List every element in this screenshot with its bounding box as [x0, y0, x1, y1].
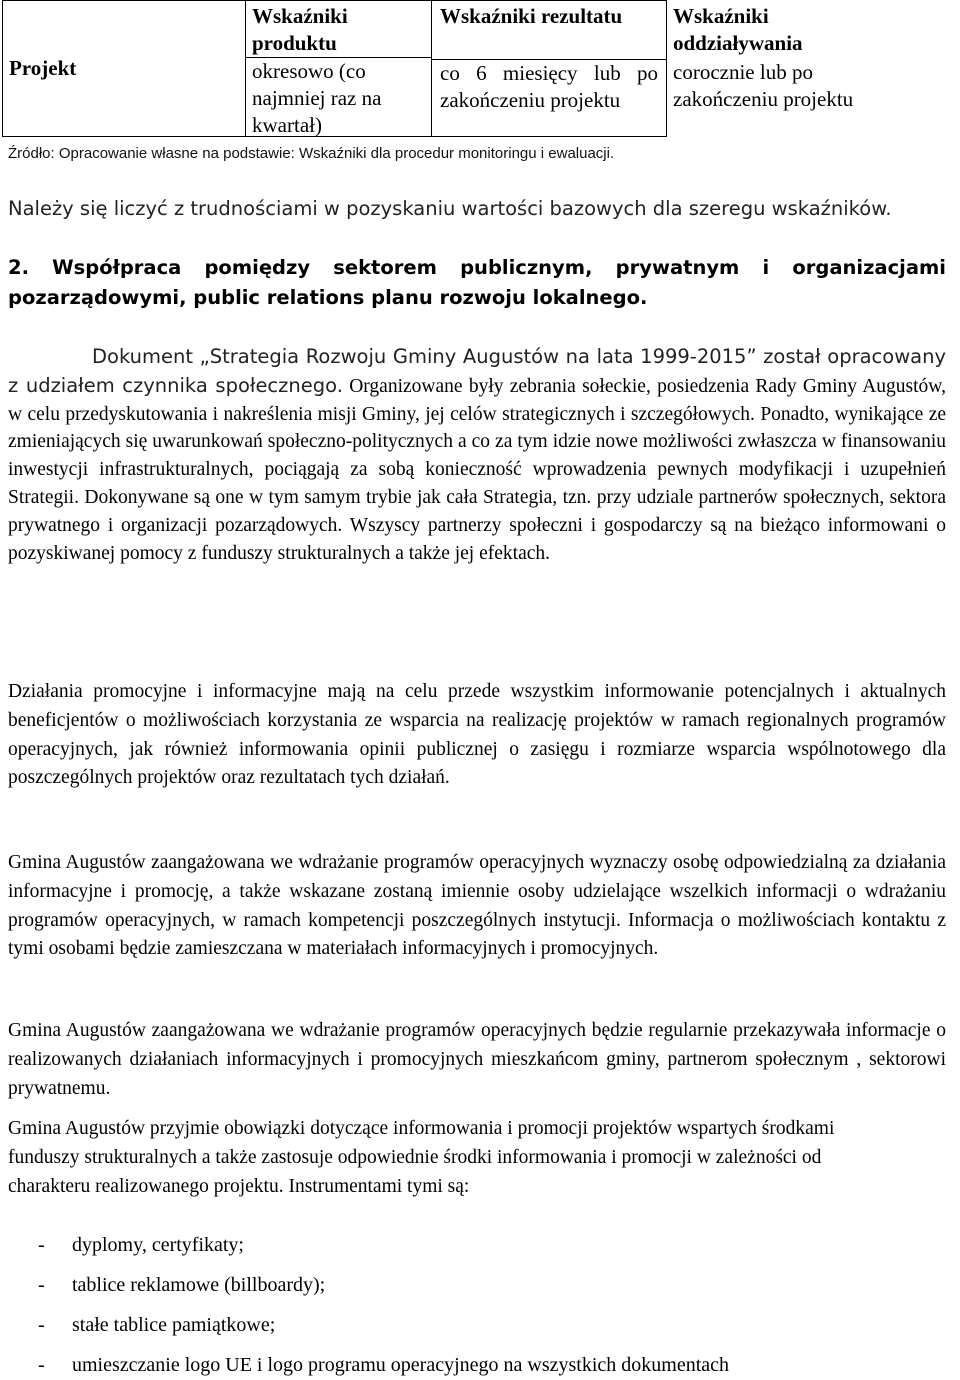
freq-result: co 6 miesięcy lub po zakończeniu projektu — [432, 59, 666, 114]
instruments-list-item: - tablice reklamowe (billboardy); — [38, 1274, 326, 1296]
strategy-paragraph — [8, 343, 946, 567]
freq-product: okresowo (co najmniej raz na kwartał) — [246, 57, 431, 139]
project-cell — [3, 1, 432, 137]
note-paragraph: Należy się liczyć z trudnościami w pozyskaniu wartości bazowych dla szeregu wskaźników. — [8, 197, 892, 220]
header-product: Wskaźniki produktu — [252, 4, 348, 55]
project-label: Projekt — [9, 56, 77, 80]
instruments-list-item: - stałe tablice pamiątkowe; — [38, 1314, 276, 1336]
table-row — [3, 1, 908, 137]
obligations-paragraph: Gmina Augustów przyjmie obowiązki dotyczące informowania i promocji projektów wspartych środkami funduszy strukturalnych a także zastosuje odpowiednie środki informowania i promocji w zależności od charakteru realizowanego projektu. Instrumentami tymi są: — [8, 1118, 835, 1197]
header-result: Wskaźniki rezultatu — [440, 4, 623, 28]
section-heading: 2. Współpraca pomiędzy sektorem publicznym, prywatnym i organizacjami pozarządowymi, public relations planu rozwoju lokalnego. — [8, 256, 946, 309]
para1-meetings: Organizowane były zebrania sołeckie, posiedzenia Rady Gminy Augustów, w celu przedyskutowania i nakreślenia misji Gminy, jej celów strategicznych i szczegółowych. — [8, 375, 946, 425]
impact-cell — [667, 1, 908, 137]
para1-modifications: Ponadto, wynikające ze zmieniających się uwarunkowań społeczno-politycznych a co za tym idzie nowe możliwości zwłaszcza w finansowaniu inwestycji infrastrukturalnych, pociągają za sobą konieczność wprowadzenia pewnych modyfikacji i uzupełnień Strategii. Dokonywane są one w tym samym trybie jak cała Strategia, tzn. przy udziale partnerów społecznych, sektora prywatnego i organizacji pozarządowych. Wszyscy partnerzy społeczni i gospodarczy są na bieżąco informowani o pozyskiwanej pomocy z funduszy strukturalnych a także jej efektach. — [8, 403, 947, 564]
indicators-table — [2, 0, 907, 137]
result-cell — [432, 1, 667, 137]
source-note: Źródło: Opracowanie własne na podstawie: Wskaźniki dla procedur monitoringu i ewaluacji. — [8, 145, 615, 162]
promotion-paragraph: Działania promocyjne i informacyjne mają na celu przede wszystkim informowanie potencjalnych i aktualnych beneficjentów o możliwościach korzystania ze wsparcia na realizację projektów w ramach regionalnych programów operacyjnych, jak również informowania opinii publicznej o zasięgu i rozmiarze wsparcia wspólnotowego dla poszczególnych projektów oraz rezultatach tych działań. — [8, 681, 946, 789]
instruments-list-item: - dyplomy, certyfikaty; — [38, 1234, 244, 1256]
regular-info-paragraph: Gmina Augustów zaangażowana we wdrażanie programów operacyjnych będzie regularnie przekazywała informacje o realizowanych działaniach informacyjnych i promocyjnych mieszkańcom gminy, partnerom społecznym , sektorowi prywatnemu. — [8, 1020, 946, 1099]
responsible-person-paragraph: Gmina Augustów zaangażowana we wdrażanie programów operacyjnych wyznaczy osobę odpowiedzialną za działania informacyjne i promocję, a także wskazane zostaną imiennie osoby udzielające wszelkich informacji o wdrażaniu programów operacyjnych, w ramach kompetencji poszczególnych instytucji. Informacja o możliwościach kontaktu z tymi osobami będzie zamieszczana w materiałach informacyjnych i promocyjnych. — [8, 852, 946, 960]
header-impact: Wskaźniki oddziaływania — [673, 3, 803, 55]
para1-intro: Dokument „Strategia Rozwoju Gminy Augustów na lata 1999-2015” został opracowany z udziałem czynnika społecznego. — [8, 345, 946, 397]
freq-impact: corocznie lub po zakończeniu projektu — [673, 59, 854, 111]
instruments-list-item: - umieszczanie logo UE i logo programu operacyjnego na wszystkich dokumentach — [38, 1354, 730, 1376]
